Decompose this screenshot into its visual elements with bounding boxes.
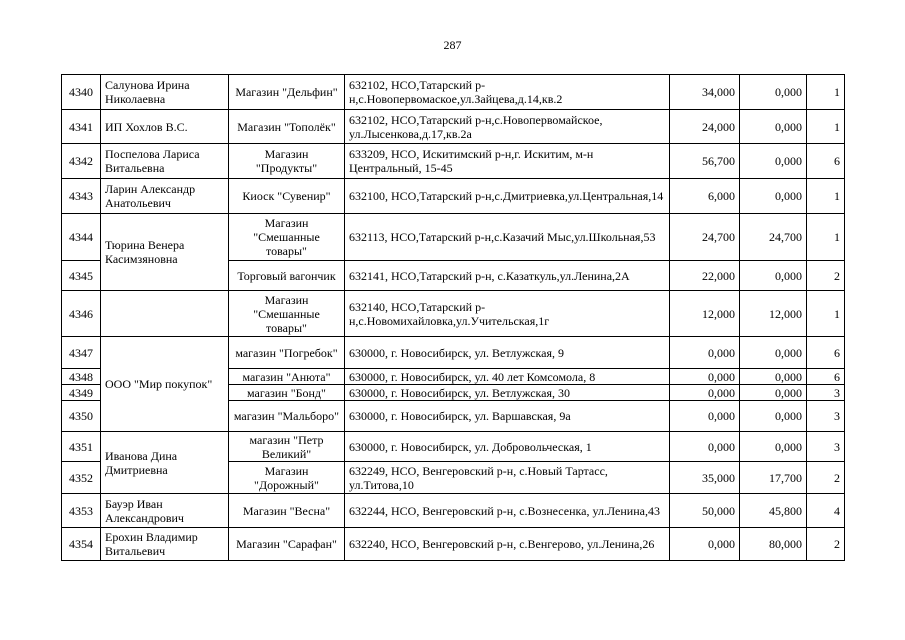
area-value: 50,000 [670,494,740,528]
area-value-secondary: 80,000 [740,528,807,561]
record-number: 4344 [62,214,101,261]
address: 632140, НСО,Татарский р-н,с.Новомихайловка,ул.Учительская,1г [345,291,670,337]
count-value: 2 [807,462,845,494]
shop-name: Магазин "Сарафан" [229,528,345,561]
count-value: 1 [807,179,845,214]
area-value: 0,000 [670,385,740,401]
owner-name: ООО "Мир покупок" [101,337,229,432]
table-row [62,494,845,528]
owner-name: Бауэр Иван Александрович [101,494,229,528]
address: 633209, НСО, Искитимский р-н,г. Искитим, м-н Центральный, 15-45 [345,144,670,179]
address: 632102, НСО,Татарский р-н,с.Новопервомаское,ул.Зайцева,д.14,кв.2 [345,75,670,110]
area-value-secondary: 0,000 [740,110,807,144]
table-row [62,179,845,214]
shop-name: Киоск "Сувенир" [229,179,345,214]
record-number: 4341 [62,110,101,144]
record-number: 4351 [62,432,101,462]
count-value: 1 [807,110,845,144]
count-value: 4 [807,494,845,528]
address: 632240, НСО, Венгеровский р-н, с.Венгерово, ул.Ленина,26 [345,528,670,561]
record-number: 4350 [62,401,101,432]
count-value: 1 [807,214,845,261]
address: 632249, НСО, Венгеровский р-н, с.Новый Тартасс, ул.Титова,10 [345,462,670,494]
owner-name: Салунова Ирина Николаевна [101,75,229,110]
area-value-secondary: 0,000 [740,369,807,385]
area-value: 24,700 [670,214,740,261]
address: 632141, НСО,Татарский р-н, с.Казаткуль,ул.Ленина,2А [345,261,670,291]
count-value: 2 [807,261,845,291]
table-row [62,432,845,462]
address: 630000, г. Новосибирск, ул. Ветлужская, 9 [345,337,670,369]
record-number: 4343 [62,179,101,214]
page-number: 287 [443,38,462,52]
record-number: 4342 [62,144,101,179]
area-value-secondary: 0,000 [740,432,807,462]
record-number: 4347 [62,337,101,369]
count-value: 6 [807,144,845,179]
shop-name: магазин "Погребок" [229,337,345,369]
address: 630000, г. Новосибирск, ул. Варшавская, 9а [345,401,670,432]
area-value-secondary: 0,000 [740,337,807,369]
count-value: 3 [807,432,845,462]
table-row [62,75,845,110]
count-value: 6 [807,337,845,369]
address: 632100, НСО,Татарский р-н,с.Дмитриевка,ул.Центральная,14 [345,179,670,214]
area-value: 35,000 [670,462,740,494]
area-value: 24,000 [670,110,740,144]
table-row [62,144,845,179]
shop-name: Магазин "Тополёк" [229,110,345,144]
count-value: 6 [807,369,845,385]
count-value: 3 [807,385,845,401]
record-number: 4349 [62,385,101,401]
area-value: 0,000 [670,432,740,462]
shop-name: Магазин "Весна" [229,494,345,528]
area-value: 34,000 [670,75,740,110]
shop-name: Торговый вагончик [229,261,345,291]
area-value-secondary: 12,000 [740,291,807,337]
record-number: 4345 [62,261,101,291]
table-row [62,528,845,561]
address: 630000, г. Новосибирск, ул. 40 лет Комсомола, 8 [345,369,670,385]
table-row [62,214,845,261]
record-number: 4346 [62,291,101,337]
address: 632244, НСО, Венгеровский р-н, с.Вознесенка, ул.Ленина,43 [345,494,670,528]
count-value: 2 [807,528,845,561]
shop-name: магазин "Петр Великий" [229,432,345,462]
shop-name: магазин "Бонд" [229,385,345,401]
count-value: 1 [807,291,845,337]
area-value-secondary: 0,000 [740,385,807,401]
area-value-secondary: 0,000 [740,261,807,291]
owner-name: Ерохин Владимир Витальевич [101,528,229,561]
count-value: 1 [807,75,845,110]
address: 630000, г. Новосибирск, ул. Добровольческая, 1 [345,432,670,462]
address: 630000, г. Новосибирск, ул. Ветлужская, 30 [345,385,670,401]
owner-name [101,291,229,337]
record-number: 4353 [62,494,101,528]
area-value: 0,000 [670,369,740,385]
shop-name: магазин "Анюта" [229,369,345,385]
area-value: 12,000 [670,291,740,337]
record-number: 4352 [62,462,101,494]
area-value-secondary: 17,700 [740,462,807,494]
shop-name: Магазин "Смешанные товары" [229,214,345,261]
registry-table [61,74,845,561]
address: 632113, НСО,Татарский р-н,с.Казачий Мыс,ул.Школьная,53 [345,214,670,261]
address: 632102, НСО,Татарский р-н,с.Новопервомайское, ул.Лысенкова,д.17,кв.2а [345,110,670,144]
shop-name: Магазин "Дорожный" [229,462,345,494]
record-number: 4348 [62,369,101,385]
area-value-secondary: 45,800 [740,494,807,528]
shop-name: Магазин "Дельфин" [229,75,345,110]
table-row [62,110,845,144]
table-row [62,291,845,337]
area-value: 6,000 [670,179,740,214]
owner-name: Поспелова Лариса Витальевна [101,144,229,179]
area-value: 56,700 [670,144,740,179]
owner-name: ИП Хохлов В.С. [101,110,229,144]
area-value: 0,000 [670,337,740,369]
record-number: 4340 [62,75,101,110]
area-value: 0,000 [670,401,740,432]
count-value: 3 [807,401,845,432]
area-value-secondary: 0,000 [740,179,807,214]
area-value: 0,000 [670,528,740,561]
owner-name: Иванова Дина Дмитриевна [101,432,229,494]
area-value-secondary: 0,000 [740,75,807,110]
area-value: 22,000 [670,261,740,291]
owner-name: Тюрина Венера Касимзяновна [101,214,229,291]
record-number: 4354 [62,528,101,561]
shop-name: Магазин "Продукты" [229,144,345,179]
area-value-secondary: 24,700 [740,214,807,261]
table-row [62,337,845,369]
area-value-secondary: 0,000 [740,401,807,432]
shop-name: магазин "Мальборо" [229,401,345,432]
area-value-secondary: 0,000 [740,144,807,179]
shop-name: Магазин "Смешанные товары" [229,291,345,337]
owner-name: Ларин Александр Анатольевич [101,179,229,214]
